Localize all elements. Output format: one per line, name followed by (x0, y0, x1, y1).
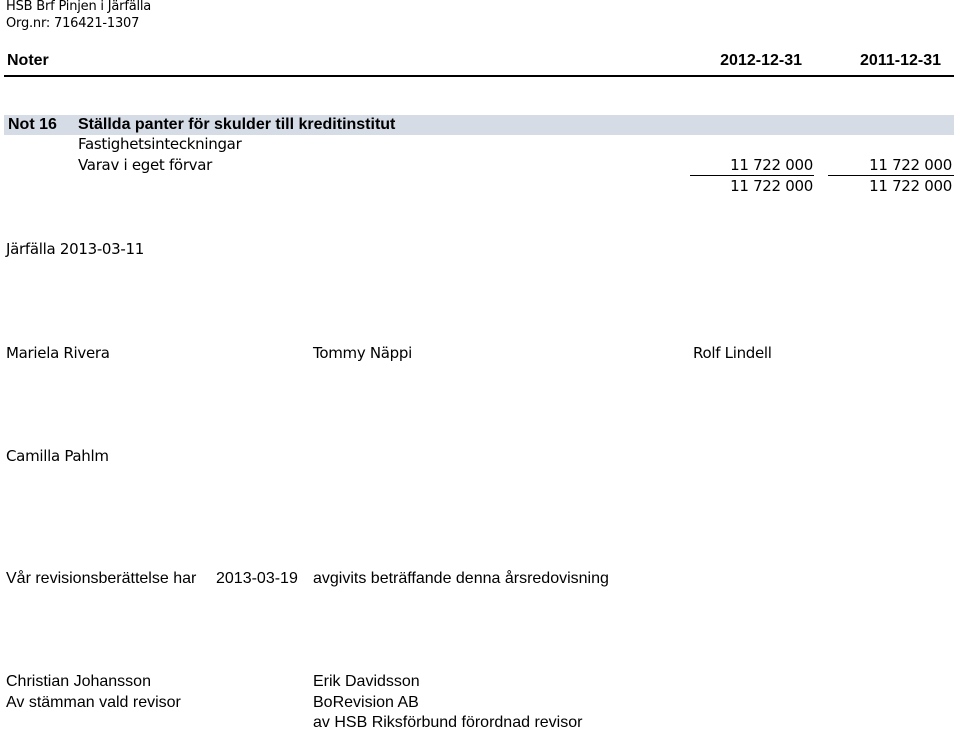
audit-statement-prefix: Vår revisionsberättelse har (6, 570, 197, 587)
organization-number: Org.nr: 716421-1307 (6, 16, 140, 31)
signatory-name: Rolf Lindell (693, 344, 772, 362)
note-title: Ställda panter för skulder till kreditinstitut (78, 116, 396, 133)
subtotal-rule-2012 (690, 175, 814, 176)
total-value-2011: 11 722 000 (869, 177, 952, 195)
total-value-2012: 11 722 000 (730, 177, 813, 195)
row-value-2012: 11 722 000 (730, 156, 813, 174)
signatory-name: Mariela Rivera (6, 344, 110, 362)
column-header-2011: 2011-12-31 (860, 52, 941, 69)
auditor-role: av HSB Riksförbund förordnad revisor (313, 714, 583, 731)
signatory-name: Tommy Näppi (313, 344, 412, 362)
auditor-role: Av stämman vald revisor (6, 694, 181, 711)
row-label: Varav i eget förvar (78, 156, 213, 174)
row-value-2011: 11 722 000 (869, 156, 952, 174)
notes-heading: Noter (7, 52, 49, 69)
signatory-name: Camilla Pahlm (6, 447, 109, 465)
header-divider (4, 75, 954, 77)
place-date: Järfälla 2013-03-11 (6, 240, 145, 258)
audit-date: 2013-03-19 (216, 570, 298, 587)
column-header-2012: 2012-12-31 (720, 52, 802, 69)
note-subtitle: Fastighetsinteckningar (78, 135, 242, 153)
audit-statement-suffix: avgivits beträffande denna årsredovisning (313, 570, 609, 587)
auditor-company: BoRevision AB (313, 694, 419, 711)
organization-name: HSB Brf Pinjen i Järfälla (6, 0, 152, 14)
subtotal-rule-2011 (828, 175, 954, 176)
note-number: Not 16 (8, 116, 57, 133)
auditor-name: Christian Johansson (6, 673, 151, 690)
auditor-name: Erik Davidsson (313, 673, 420, 690)
